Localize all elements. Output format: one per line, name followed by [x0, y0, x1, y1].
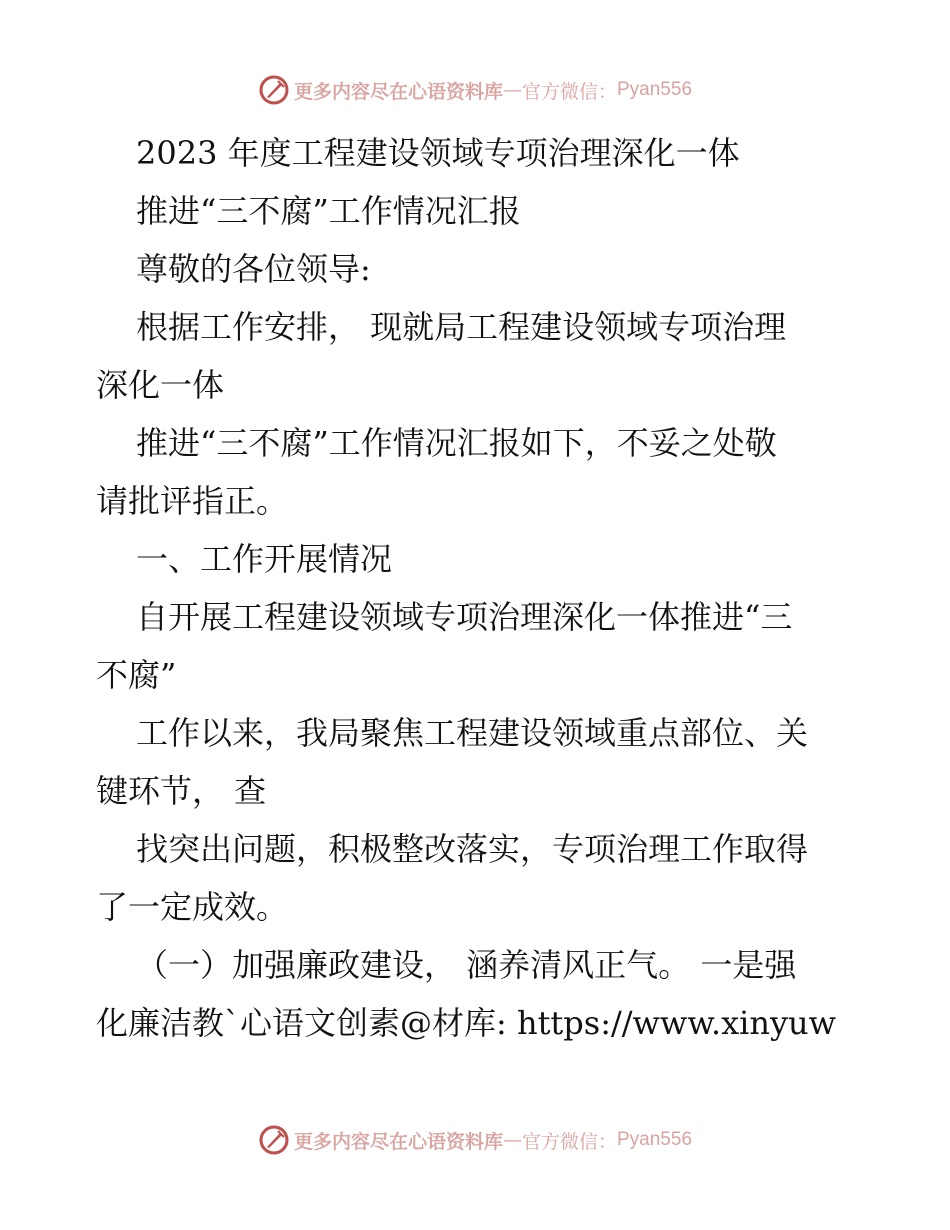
- watermark-sub-text: 官方微信：: [521, 80, 617, 103]
- doc-line: （一）加强廉政建设， 涵养清风正气。 一是强: [136, 946, 797, 984]
- doc-line: 推进“三不腐”工作情况汇报如下，不妥之处敬: [136, 424, 777, 462]
- doc-line: 工作以来，我局聚焦工程建设领域重点部位、关: [136, 714, 809, 752]
- doc-line: 化廉洁教`心语文创素@材库: https://www.xinyuw: [96, 1004, 837, 1042]
- doc-line: 请批评指正。: [96, 482, 289, 520]
- doc-line: 推进“三不腐”工作情况汇报: [136, 192, 521, 230]
- watermark-sub-text: 官方微信：: [521, 1130, 617, 1153]
- watermark-wechat-id: Pyan556: [617, 79, 693, 100]
- doc-line: 尊敬的各位领导:: [136, 250, 371, 288]
- document-body: [96, 124, 856, 1052]
- watermark-separator: —: [502, 1129, 522, 1151]
- watermark-main-text: 更多内容尽在心语资料库: [293, 1130, 503, 1153]
- quill-logo-icon: [258, 74, 290, 106]
- watermark-main-text: 更多内容尽在心语资料库: [293, 80, 503, 103]
- watermark-banner-top: [0, 70, 950, 110]
- doc-line: 了一定成效。: [96, 888, 289, 926]
- doc-line: 键环节， 查: [96, 772, 267, 810]
- doc-line: 一、工作开展情况: [136, 540, 393, 578]
- watermark-wechat-id: Pyan556: [617, 1129, 693, 1150]
- doc-line: 2023 年度工程建设领域专项治理深化一体: [136, 134, 740, 172]
- doc-line: 根据工作安排， 现就局工程建设领域专项治理: [136, 308, 787, 346]
- doc-line: 深化一体: [96, 366, 225, 404]
- doc-line: 不腐”: [96, 656, 177, 694]
- doc-line: 找突出问题，积极整改落实，专项治理工作取得: [136, 830, 809, 868]
- quill-logo-icon: [258, 1124, 290, 1156]
- watermark-banner-bottom: [0, 1120, 950, 1160]
- doc-line: 自开展工程建设领域专项治理深化一体推进“三: [136, 598, 793, 636]
- watermark-separator: —: [502, 79, 522, 101]
